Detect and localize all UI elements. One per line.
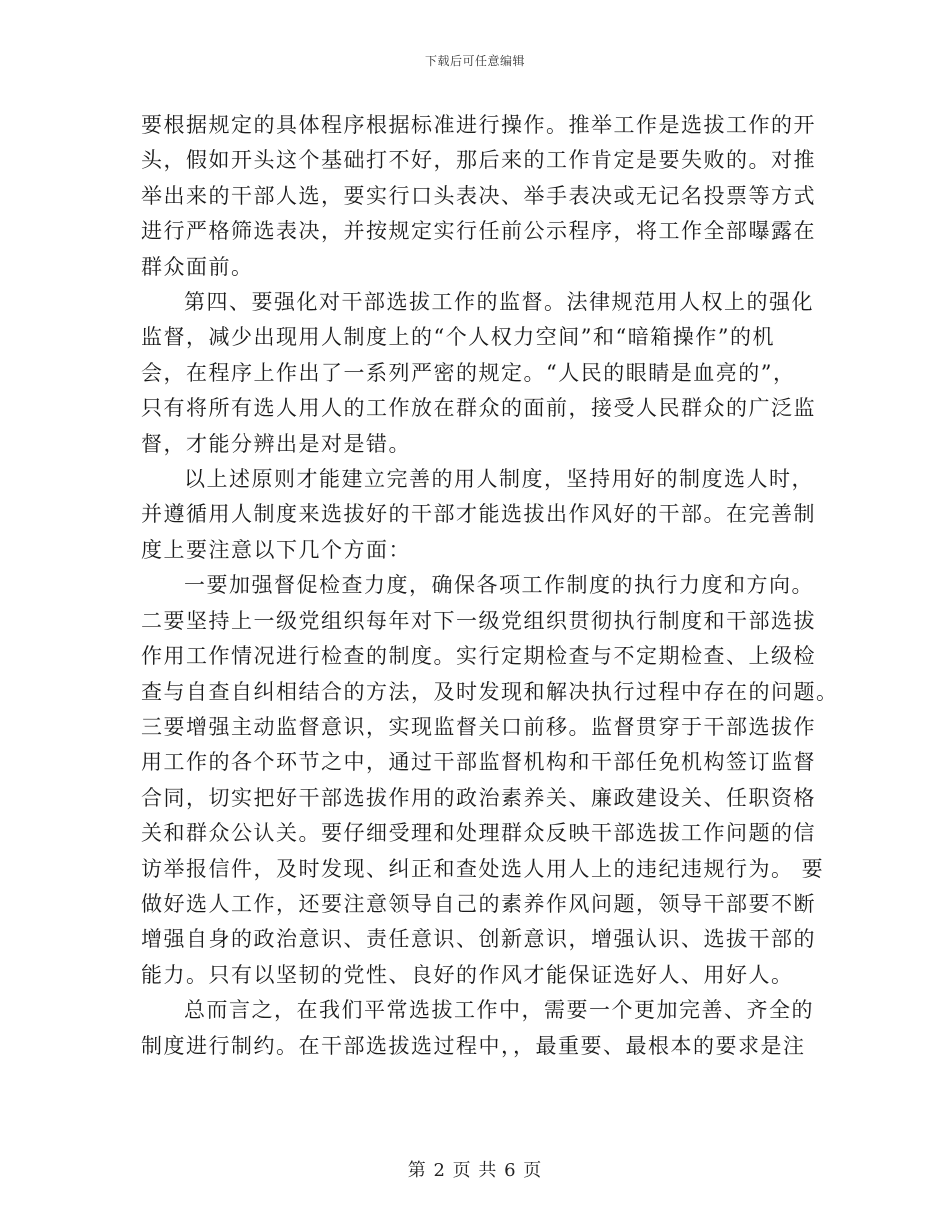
- text-line: 度上要注意以下几个方面：: [141, 537, 411, 562]
- text-line: 增强自身的政治意识、责任意识、创新意识，增强认识、选拔干部的: [141, 927, 816, 952]
- paragraph: [141, 993, 814, 1064]
- header-note: 下载后可任意编辑: [424, 54, 525, 68]
- text-line: 查与自查自纠相结合的方法，及时发现和解决执行过程中存在的问题。: [141, 679, 839, 704]
- text-line: 做好选人工作，还要注意领导自己的素养作风问题，领导干部要不断: [141, 891, 816, 916]
- text-line: 总而言之，在我们平常选拔工作中，需要一个更加完善、齐全的: [184, 998, 814, 1023]
- text-line: 关和群众公认关。要仔细受理和处理群众反映干部选拔工作问题的信: [141, 821, 816, 846]
- text-line: 一要加强督促检查力度，确保各项工作制度的执行力度和方向。: [184, 573, 814, 598]
- text-line: 进行严格筛选表决，并按规定实行任前公示程序，将工作全部曝露在: [141, 219, 816, 244]
- text-line: 访举报信件，及时发现、纠正和查处选人用人上的违纪违规行为。 要: [141, 856, 825, 881]
- text-line: 以上述原则才能建立完善的用人制度，坚持用好的制度选人时，: [184, 467, 814, 492]
- paragraph: [141, 108, 816, 285]
- page-number-footer: 第 2 页 共 6 页: [407, 1160, 543, 1181]
- text-line: 第四、要强化对干部选拔工作的监督。法律规范用人权上的强化: [184, 290, 814, 315]
- text-line: 制度进行制约。在干部选拔选过程中，，最重要、最根本的要求是注: [141, 1033, 806, 1058]
- paragraph: [141, 568, 839, 993]
- text-line: 作用工作情况进行检查的制度。实行定期检查与不定期检查、上级检: [141, 644, 816, 669]
- text-line: 只有将所有选人用人的工作放在群众的面前，接受人民群众的广泛监: [141, 396, 816, 421]
- text-line: 监督，减少出现用人制度上的“个人权力空间”和“暗箱操作”的机: [141, 325, 775, 350]
- text-line: 头，假如开头这个基础打不好，那后来的工作肯定是要失败的。对推: [141, 148, 816, 173]
- text-line: 举出来的干部人选，要实行口头表决、举手表决或无记名投票等方式: [141, 183, 816, 208]
- text-line: 要根据规定的具体程序根据标准进行操作。推举工作是选拔工作的开: [141, 113, 816, 137]
- text-line: 督，才能分辨出是对是错。: [141, 431, 411, 456]
- text-line: 三要增强主动监督意识，实现监督关口前移。监督贯穿于干部选拔作: [141, 714, 816, 739]
- text-line: 合同，切实把好干部选拔作用的政治素养关、廉政建设关、任职资格: [141, 785, 816, 810]
- paragraph: [141, 285, 816, 462]
- text-line: 并遵循用人制度来选拔好的干部才能选拔出作风好的干部。在完善制: [141, 502, 816, 527]
- text-line: 能力。只有以坚韧的党性、良好的作风才能保证选好人、用好人。: [141, 962, 794, 987]
- paragraph: [141, 462, 816, 568]
- text-line: 二要坚持上一级党组织每年对下一级党组织贯彻执行制度和干部选拔: [141, 608, 816, 633]
- body-text: [141, 108, 839, 1064]
- text-line: 群众面前。: [141, 254, 254, 279]
- text-line: 会，在程序上作出了一系列严密的规定。“人民的眼睛是血亮的”，: [141, 360, 796, 385]
- text-line: 用工作的各个环节之中，通过干部监督机构和干部任免机构签订监督: [141, 750, 816, 775]
